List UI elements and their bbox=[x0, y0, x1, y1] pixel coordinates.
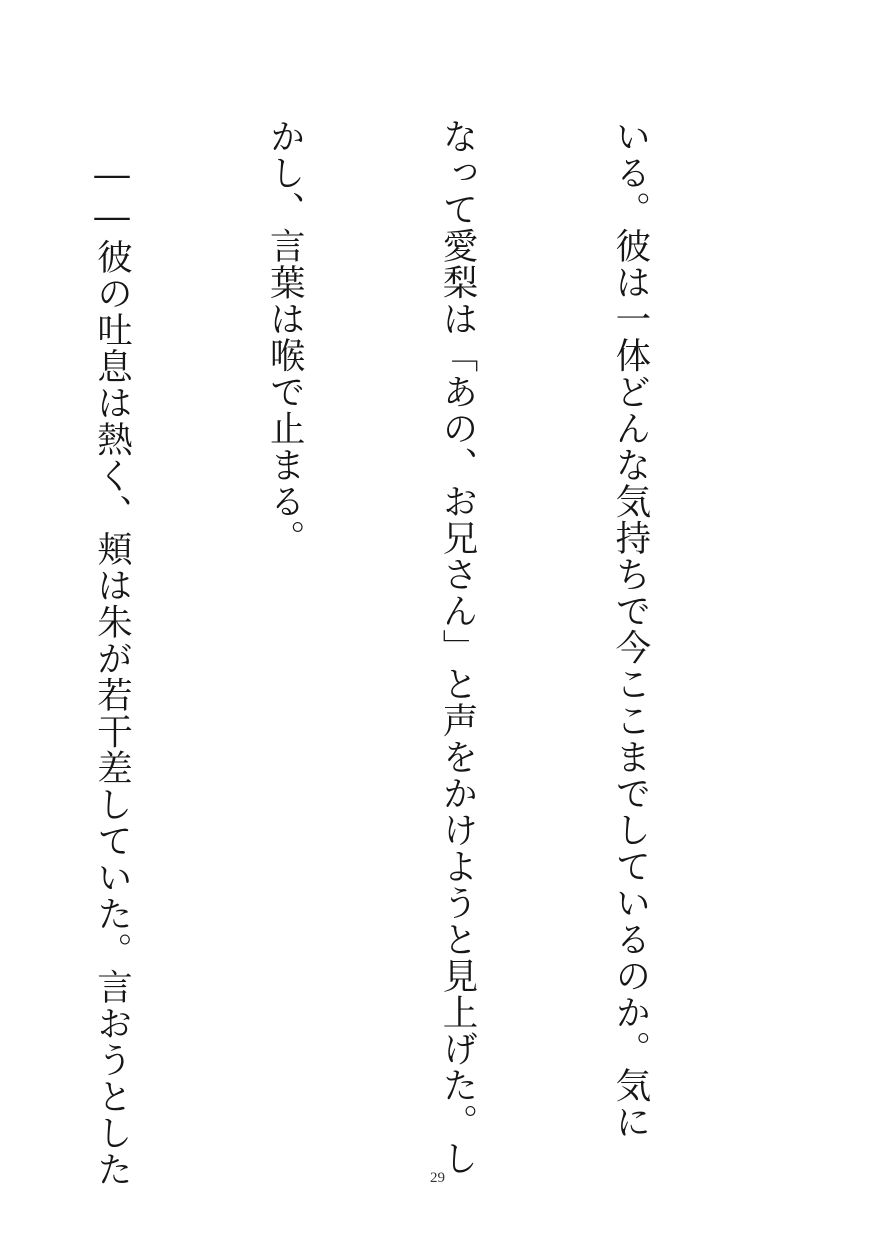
page-number: 29 bbox=[430, 1170, 445, 1186]
text-line: いる。彼は一体どんな気持ちで今ここまでしているのか。気に bbox=[609, 118, 651, 1140]
text-line: ――彼の吐息は熱く、頬は朱が若干差していた。言おうとした bbox=[91, 118, 133, 1188]
text-line: なって愛梨は「あの、お兄さん」と声をかけようと見上げた。し bbox=[437, 118, 479, 1177]
text-line: かし、言葉は喉で止まる。 bbox=[264, 118, 306, 556]
